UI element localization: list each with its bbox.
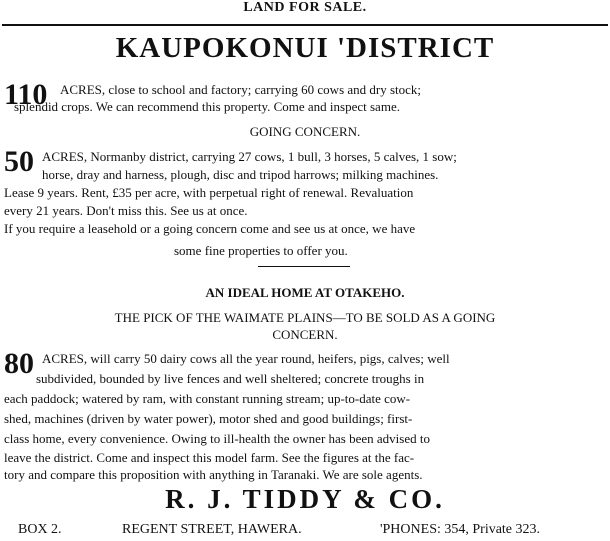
firm-name: R. J. TIDDY & CO. [165,484,445,514]
header-rule [2,24,608,26]
listing-subheading: CONCERN. [272,327,338,342]
listing-line: some fine properties to offer you. [174,243,348,258]
acreage-number: 50 [4,145,34,178]
listing-line: ACRES, close to school and factory; carrying 60 cows and dry stock; [60,82,422,97]
listing-line: every 21 years. Don't miss this. See us at once. [4,203,248,218]
listing-heading: AN IDEAL HOME AT OTAKEHO. [205,285,405,300]
ad-header: LAND FOR SALE. [243,0,367,15]
listing-subheading: THE PICK OF THE WAIMATE PLAINS—TO BE SOLD AS A GOING [114,310,496,325]
acreage-number: 80 [4,347,34,380]
acreage-number: 110 [4,78,48,111]
listing-line: Lease 9 years. Rent, £35 per acre, with perpetual right of renewal. Revaluation [4,185,414,200]
listing-line: class home, every convenience. Owing to ill-health the owner has been advised to [4,431,430,446]
going-concern-tag: GOING CONCERN. [249,124,361,139]
district-title: KAUPOKONUI 'DISTRICT [115,32,495,64]
listing-line: horse, dray and harness, plough, disc and tripod harrows; milking machines. [42,167,439,182]
footer-box: BOX 2. [18,522,62,537]
footer-phones: 'PHONES: 354, Private 323. [380,522,541,537]
listing-line: tory and compare this proposition with anything in Taranaki. We are sole agents. [4,467,423,482]
listing-line: each paddock; watered by ram, with constant running stream; up-to-date cow- [4,391,411,406]
listing-line: ACRES, will carry 50 dairy cows all the year round, heifers, pigs, calves; well [42,351,450,366]
section-divider [258,266,350,267]
footer-street: REGENT STREET, HAWERA. [122,522,302,537]
listing-line: ACRES, Normanby district, carrying 27 cows, 1 bull, 3 horses, 5 calves, 1 sow; [42,149,457,164]
listing-line: subdivided, bounded by live fences and well sheltered; concrete troughs in [36,371,425,386]
listing-line: leave the district. Come and inspect this model farm. See the figures at the fac- [4,450,415,465]
listing-line: splendid crops. We can recommend this property. Come and inspect same. [14,99,400,114]
listing-line: shed, machines (driven by water power), motor shed and good buildings; first- [4,411,413,426]
listing-line: If you require a leasehold or a going concern come and see us at once, we have [4,221,416,236]
